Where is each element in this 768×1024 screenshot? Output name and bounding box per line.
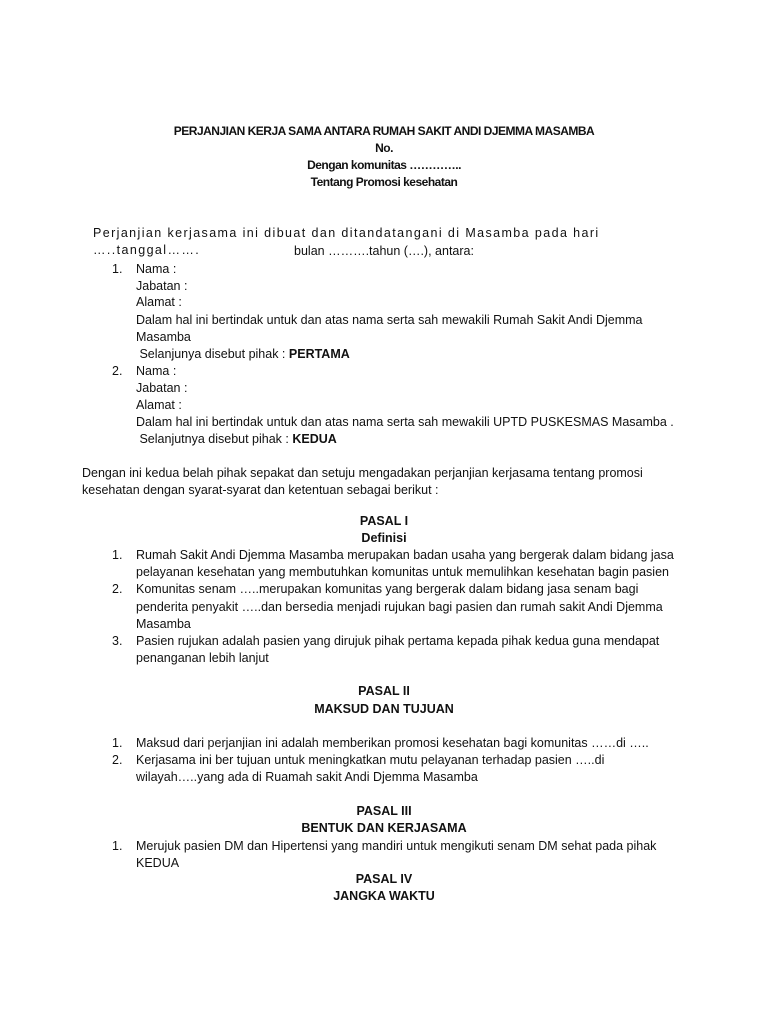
party-1-desc-line-2: Masamba	[136, 330, 191, 344]
pasal-1-item-3-number: 3.	[112, 634, 123, 648]
party-1-alamat: Alamat :	[136, 295, 182, 309]
pasal-1-subheading: Definisi	[361, 531, 407, 545]
pasal-1-item-2-number: 2.	[112, 582, 123, 596]
party-1-called	[136, 346, 696, 363]
pasal-1-item-1-line-2: pelayanan kesehatan yang membutuhkan komunitas untuk memulihkan kesehatan bagin pasien	[136, 565, 669, 579]
party-2-called-label: Selanjutnya disebut pihak :	[136, 432, 293, 446]
pasal-2-item-2-line-2: wilayah…..yang ada di Ruamah sakit Andi Djemma Masamba	[136, 770, 478, 784]
pasal-2-subheading: MAKSUD DAN TUJUAN	[314, 702, 454, 716]
party-1-number: 1.	[112, 262, 123, 276]
pasal-1-heading: PASAL I	[359, 514, 409, 528]
pasal-1-item-2-line-1: Komunitas senam …..merupakan komunitas yang bergerak dalam bidang jasa senam bagi	[136, 582, 639, 596]
pasal-2-item-1-number: 1.	[112, 736, 123, 750]
pasal-1-item-1-line-1: Rumah Sakit Andi Djemma Masamba merupakan badan usaha yang bergerak dalam bidang jasa	[136, 548, 674, 562]
pasal-3-subheading: BENTUK DAN KERJASAMA	[301, 821, 467, 835]
party-2-desc-line-1: Dalam hal ini bertindak untuk dan atas nama serta sah mewakili UPTD PUSKESMAS Masamba .	[136, 415, 674, 429]
party-1-desc-line-1: Dalam hal ini bertindak untuk dan atas nama serta sah mewakili Rumah Sakit Andi Djemma	[136, 313, 643, 327]
pasal-3-heading: PASAL III	[356, 804, 412, 818]
pasal-1-item-1-number: 1.	[112, 548, 123, 562]
pasal-3-item-1-number: 1.	[112, 839, 123, 853]
party-1-called-label: Selanjunya disebut pihak :	[136, 347, 289, 361]
pasal-1-item-3-line-2: penanganan lebih lanjut	[136, 651, 269, 665]
pasal-1-item-2-line-2: penderita penyakit …..dan bersedia menjadi rujukan bagi pasien dan rumah sakit Andi Djemma	[136, 600, 663, 614]
intro-line-2: bulan ……….tahun (….), antara:	[294, 244, 474, 258]
pasal-1-item-3-line-1: Pasien rujukan adalah pasien yang dirujuk pihak pertama kepada pihak kedua guna mendapat	[136, 634, 660, 648]
party-1-role: PERTAMA	[288, 347, 350, 361]
document-title: PERJANJIAN KERJA SAMA ANTARA RUMAH SAKIT ANDI DJEMMA MASAMBA	[173, 124, 595, 138]
party-2-role: KEDUA	[292, 432, 337, 446]
pasal-1-item-2-line-3: Masamba	[136, 617, 191, 631]
document-number: No.	[375, 141, 393, 155]
party-2-called	[136, 431, 696, 448]
party-2-alamat: Alamat :	[136, 398, 182, 412]
pasal-2-item-2-number: 2.	[112, 753, 123, 767]
party-2-jabatan: Jabatan :	[136, 381, 188, 395]
document-about: Tentang Promosi kesehatan	[310, 175, 458, 189]
pasal-3-item-1-line-1: Merujuk pasien DM dan Hipertensi yang mandiri untuk mengikuti senam DM sehat pada pihak	[136, 839, 657, 853]
pasal-2-heading: PASAL II	[358, 684, 410, 698]
pasal-4-heading: PASAL IV	[355, 872, 413, 886]
party-1-jabatan: Jabatan :	[136, 279, 188, 293]
document-with: Dengan komunitas …………..	[307, 158, 461, 172]
pasal-2-item-2-line-1: Kerjasama ini ber tujuan untuk meningkatkan mutu pelayanan terhadap pasien …..di	[136, 753, 605, 767]
party-2-number: 2.	[112, 364, 123, 378]
agreement-line-1: Dengan ini kedua belah pihak sepakat dan setuju mengadakan perjanjian kerjasama tentang promosi	[82, 466, 643, 480]
pasal-2-item-1-line-1: Maksud dari perjanjian ini adalah memberikan promosi kesehatan bagi komunitas ……di …..	[136, 736, 649, 750]
intro-line-1: Perjanjian kerjasama ini dibuat dan ditandatangani di Masamba pada hari …..tanggal…….	[93, 226, 600, 257]
agreement-line-2: kesehatan dengan syarat-syarat dan ketentuan sebagai berikut :	[82, 483, 439, 497]
pasal-3-item-1-line-2: KEDUA	[136, 856, 180, 870]
pasal-4-subheading: JANGKA WAKTU	[333, 889, 435, 903]
party-1-nama: Nama :	[136, 262, 177, 276]
party-2-nama: Nama :	[136, 364, 177, 378]
